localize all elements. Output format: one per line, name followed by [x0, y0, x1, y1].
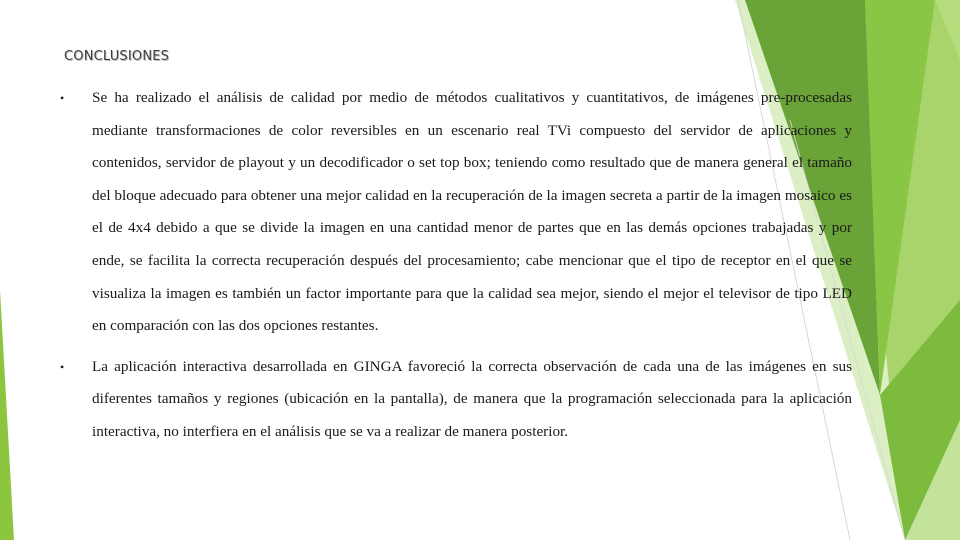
slide-title: CONCLUSIONES: [64, 49, 170, 64]
bullet-list: [60, 82, 852, 449]
bullet-item: [60, 351, 852, 449]
bullet-text: Se ha realizado el análisis de calidad por medio de métodos cualitativos y cuantitativos, de imágenes pre-procesadas mediante transformaciones de color reversibles en un escenario real TVi compuesto del servidor de aplicaciones y contenidos, servidor de playout y un decodificador o set top box; teniendo como resultado que de manera general el tamaño del bloque adecuado para obtener una mejor calidad en la recuperación de la imagen secreta a partir de la imagen mosaico es el de 4x4 debido a que se divide la imagen en una cantidad menor de partes que en las demás opciones trabajadas y por ende, se facilita la correcta recuperación después del procesamiento; cabe mencionar que el tipo de receptor en el que se visualiza la imagen es también un factor importante para que la calidad sea mejor, siendo el mejor el televisor de tipo LED en comparación con las dos opciones restantes.: [92, 89, 852, 335]
bullet-text: La aplicación interactiva desarrollada en GINGA favoreció la correcta observación de cada una de las imágenes en sus diferentes tamaños y regiones (ubicación en la pantalla), de manera que la programación seleccionada para la aplicación interactiva, no interfiera en el análisis que se va a realizar de manera posterior.: [92, 357, 852, 440]
left-facet: [0, 290, 14, 540]
bullet-marker: •: [60, 359, 65, 374]
bullet-item: [60, 82, 852, 343]
bullet-marker: •: [60, 91, 65, 105]
